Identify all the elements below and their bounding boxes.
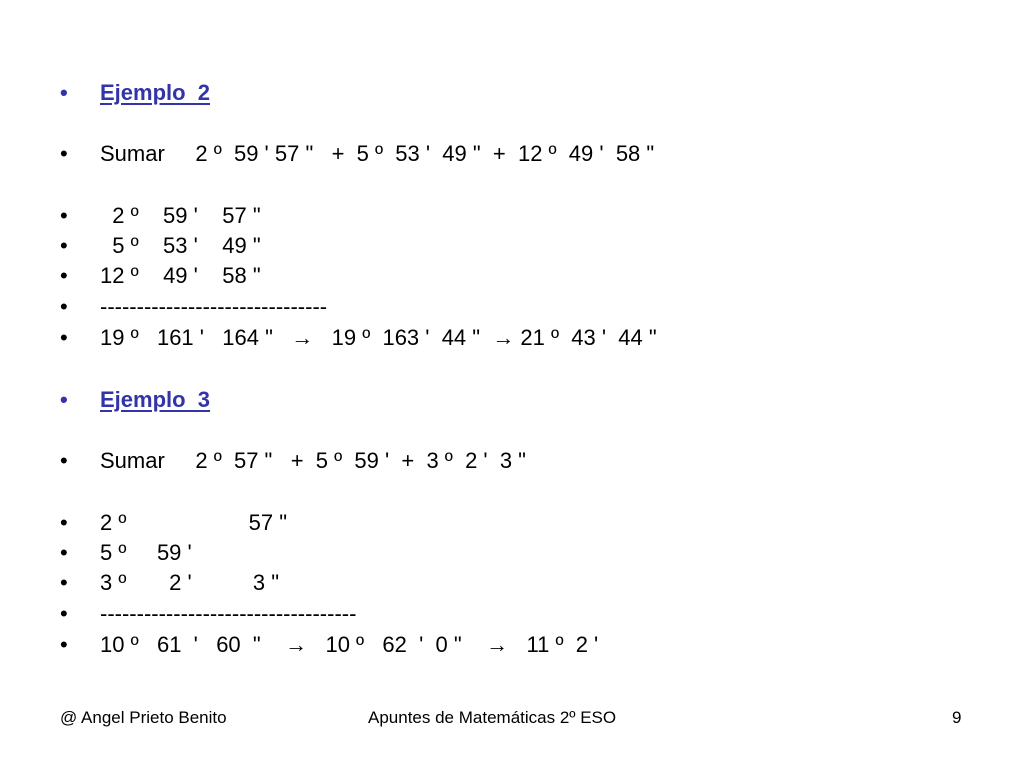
line-text: 5 º 59 ' xyxy=(100,540,192,565)
bullet: • xyxy=(60,387,68,412)
heading-text: Ejemplo 3 xyxy=(100,387,211,412)
bullet: • xyxy=(60,263,68,288)
bullet: • xyxy=(60,540,68,565)
line-text: ------------------------------- xyxy=(100,294,328,319)
bullet: • xyxy=(60,570,68,595)
line-text: Sumar 2 º 59 ' 57 " + 5 º 53 ' 49 " + 12 º 49 ' 58 " xyxy=(100,141,655,166)
footer-title: Apuntes de Matemáticas 2º ESO xyxy=(368,708,617,727)
line-text: 2 º 57 " xyxy=(100,510,288,535)
example-2-row-1 xyxy=(0,201,261,231)
example-3-result xyxy=(0,630,599,660)
heading-text: Ejemplo 2 xyxy=(100,80,211,105)
line-text: 3 º 2 ' 3 " xyxy=(100,570,279,595)
example-3-statement xyxy=(0,446,526,476)
example-2-divider xyxy=(0,292,328,322)
example-3-row-2 xyxy=(0,538,192,568)
example-3-divider xyxy=(0,599,357,629)
line-text: 5 º 53 ' 49 " xyxy=(100,233,261,258)
bullet: • xyxy=(60,203,68,228)
footer-author: @ Angel Prieto Benito xyxy=(60,708,227,727)
example-2-row-3 xyxy=(0,261,261,291)
line-text: 2 º 59 ' 57 " xyxy=(100,203,261,228)
bullet: • xyxy=(60,294,68,319)
example-2-statement xyxy=(0,139,655,169)
example-3-row-1 xyxy=(0,508,288,538)
line-text: Sumar 2 º 57 " + 5 º 59 ' + 3 º 2 ' 3 " xyxy=(100,448,526,473)
example-3-heading xyxy=(0,385,211,415)
bullet: • xyxy=(60,510,68,535)
page-number: 9 xyxy=(952,708,962,727)
bullet: • xyxy=(60,80,68,105)
line-text: 19 º 161 ' 164 " → 19 º 163 ' 44 " → 21 º 43 ' 44 " xyxy=(100,325,657,350)
bullet: • xyxy=(60,233,68,258)
example-3-row-3 xyxy=(0,568,279,598)
line-text: 12 º 49 ' 58 " xyxy=(100,263,261,288)
example-2-result xyxy=(0,323,657,353)
bullet: • xyxy=(60,601,68,626)
example-2-row-2 xyxy=(0,231,261,261)
bullet: • xyxy=(60,632,68,657)
bullet: • xyxy=(60,141,68,166)
line-text: 10 º 61 ' 60 " → 10 º 62 ' 0 " → 11 º 2 ' xyxy=(100,632,599,657)
example-2-heading xyxy=(0,78,211,108)
bullet: • xyxy=(60,325,68,350)
bullet: • xyxy=(60,448,68,473)
line-text: ----------------------------------- xyxy=(100,601,357,626)
